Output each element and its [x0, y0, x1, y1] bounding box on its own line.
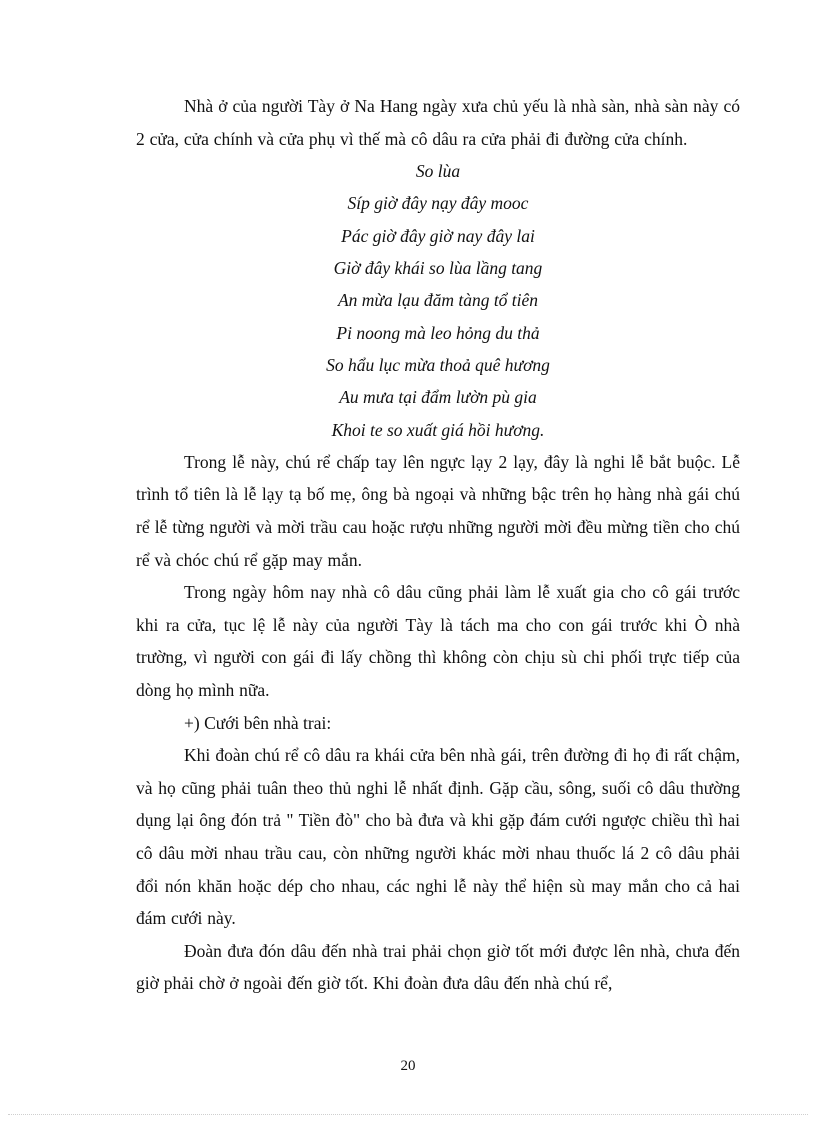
poem-line: Giờ đây khái so lùa lầng tang [333, 258, 543, 279]
paragraph-journey: Khi đoàn chú rể cô dâu ra khái cửa bên nhà gái, trên đường đi họ đi rất chậm, và họ cũng phải tuân theo thủ nghi lễ nhất định. Gặp cầu, sông, suối cô dâu thường dụng lại ông đón trả " Tiền đò" cho bà đưa và khi gặp đám cưới ngược chiều thì hai cô dâu mời nhau trầu cau, còn những người khác mời nhau thuốc lá 2 cô dâu phải đổi nón khăn hoặc dép cho nhau, các nghi lễ này thể hiện sù may mắn cho cả hai đám cưới này. [136, 745, 740, 929]
poem-line: Pi noong mà leo hỏng du thả [336, 322, 540, 343]
paragraph-house-intro: Nhà ở của người Tày ở Na Hang ngày xưa chủ yếu là nhà sàn, nhà sàn này có 2 cửa, cửa chính và cửa phụ vì thế mà cô dâu ra cửa phải đi đường cửa chính. [136, 96, 740, 149]
paragraph-arrival: Đoàn đưa đón dâu đến nhà trai phải chọn giờ tốt mới được lên nhà, chưa đến giờ phải chờ ở ngoài đến giờ tốt. Khi đoàn đưa dâu đến nhà chú rể, [136, 940, 740, 994]
poem-line: Pác giờ đây giờ nay đây lai [341, 225, 535, 246]
poem-line: Khoi te so xuất giá hồi hương. [331, 419, 545, 440]
poem-line: Au mưa tại đẩm lườn pù gia [339, 387, 537, 408]
poem-line: So lùa [415, 161, 461, 182]
poem-line: So hẩu lục mừa thoả quê hương [326, 354, 550, 375]
page-body [136, 90, 740, 1000]
page-number: 20 [400, 1058, 416, 1074]
section-heading-groom-side: +) Cưới bên nhà trai: [184, 712, 332, 733]
folk-poem [136, 155, 740, 446]
paragraph-groom-ritual: Trong lễ này, chú rể chấp tay lên ngực lạy 2 lạy, đây là nghi lễ bắt buộc. Lễ trình tổ tiên là lễ lạy tạ bố mẹ, ông bà ngoại và những bậc trên họ hàng nhà gái chú rể lễ từng người và mời trầu cau hoặc rượu những người mời đều mừng tiền cho chú rể và chóc chú rể gặp may mắn. [136, 451, 740, 570]
poem-line: Síp giờ đây nạy đây mooc [347, 193, 529, 214]
poem-line: An mừa lạu đăm tàng tổ tiên [337, 290, 539, 311]
page-bottom-divider [8, 1114, 808, 1115]
paragraph-bride-departure: Trong ngày hôm nay nhà cô dâu cũng phải làm lễ xuất gia cho cô gái trước khi ra cửa, tục lệ lễ này của người Tày là tách ma cho con gái trước khi Ò nhà trường, vì người con gái đi lấy chồng thì không còn chịu sù chi phối trực tiếp của dòng họ mình nữa. [136, 582, 740, 701]
